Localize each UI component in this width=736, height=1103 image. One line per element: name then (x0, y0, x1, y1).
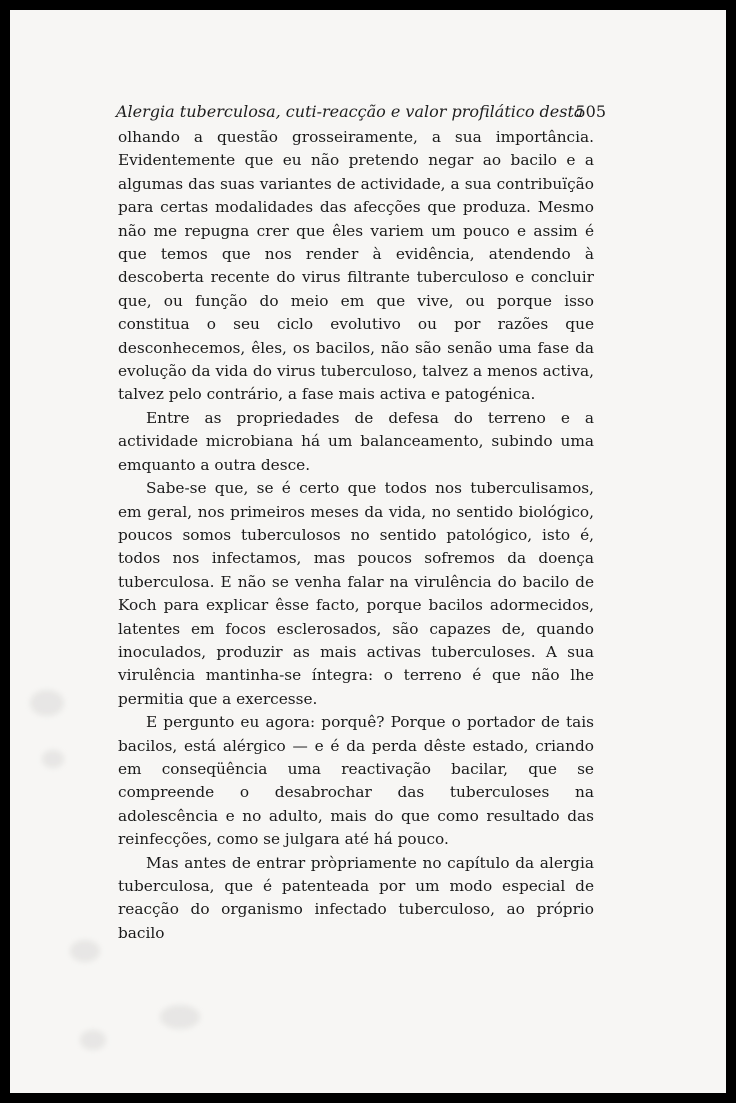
paragraph: Entre as propriedades de defesa do terreno e a actividade microbiana há um balanceamento, subindo uma emquanto a outra desce. (118, 408, 594, 474)
paragraph: Mas antes de entrar pròpriamente no capítulo da alergia tuberculosa, que é patenteada por um modo especial de reacção do organismo infectado tuberculoso, ao próprio bacilo (118, 853, 594, 942)
book-page (10, 10, 726, 1093)
running-head (116, 102, 610, 121)
paragraph: olhando a questão grosseiramente, a sua importância. Evidentemente que eu não pretendo negar ao bacilo e a algumas das suas variantes de actividade, a sua contribuïção para certas modalidades das afecções que produza. Mesmo não me repugna crer que êles variem um pouco e assim é que temos que nos render à evidência, atendendo à descoberta recente do virus filtrante tuberculoso e concluir que, ou função do meio em que vive, ou porque isso constitua o seu ciclo evolutivo ou por razões que desconhecemos, êles, os bacilos, não são senão uma fase da evolução da vida do virus tuberculoso, talvez a menos activa, talvez pelo contrário, a fase mais activa e patogénica. (118, 128, 594, 404)
page-stain (30, 690, 64, 716)
page-stain (42, 750, 64, 768)
page-stain (80, 1030, 106, 1050)
paragraph: E pergunto eu agora: porquê? Porque o portador de tais bacilos, está alérgico — e é da perda dêste estado, criando em conseqüência uma reactivação bacilar, que se compreende o desabrochar das tuberculoses na adolescência e no adulto, mais do que como resultado das reinfecções, como se julgara até há pouco. (118, 713, 594, 849)
page-stain (70, 940, 100, 962)
page-stain (160, 1005, 200, 1029)
body-text (118, 126, 594, 945)
paragraph: Sabe-se que, se é certo que todos nos tuberculisamos, em geral, nos primeiros meses da vida, no sentido biológico, poucos somos tuberculosos no sentido patológico, isto é, todos nos infectamos, mas poucos sofremos da doença tuberculosa. E não se venha falar na virulência do bacilo de Koch para explicar êsse facto, porque bacilos adormecidos, latentes em focos esclerosados, são capazes de, quando inoculados, produzir as mais activas tuberculoses. A sua virulência mantinha-se íntegra: o terreno é que não lhe permitia que a exercesse. (118, 479, 594, 708)
running-head-title: Alergia tuberculosa, cuti-reacção e valor profilático desta (116, 102, 584, 121)
page-number: 505 (575, 102, 606, 121)
